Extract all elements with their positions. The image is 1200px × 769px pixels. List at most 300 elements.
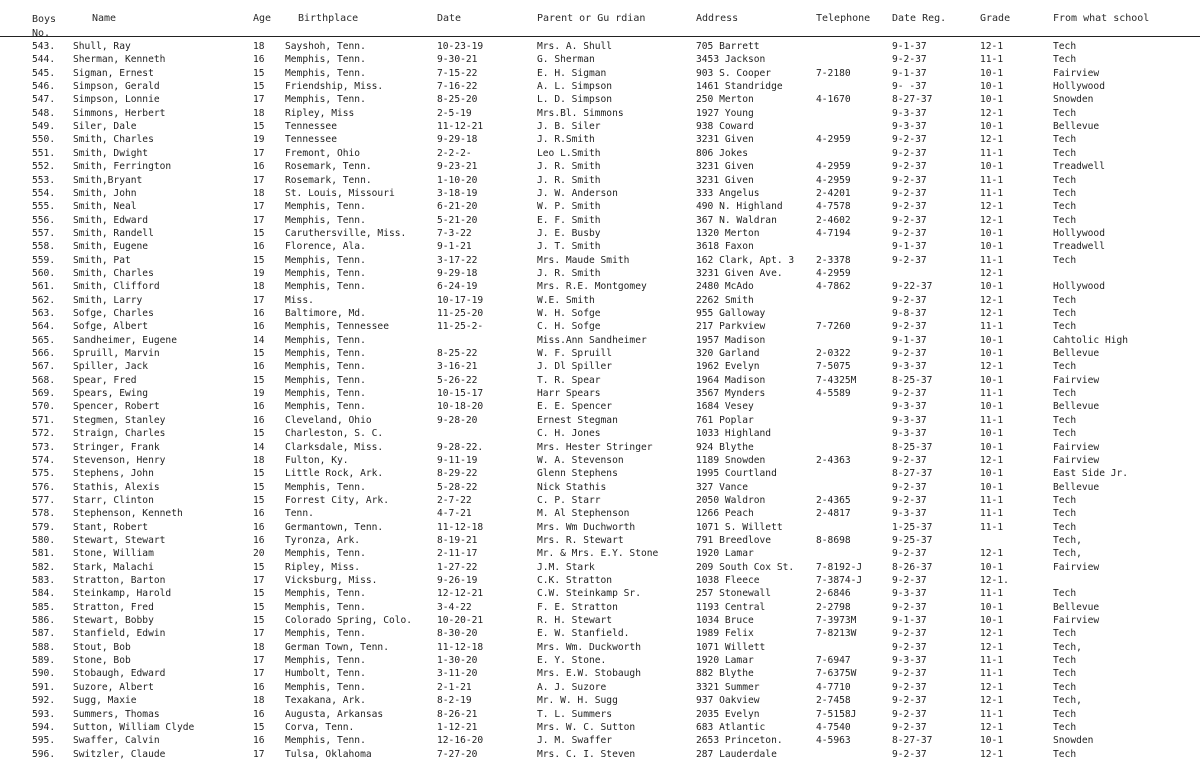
cell-birthplace: Memphis, Tennessee [285, 321, 389, 333]
cell-name: Sigman, Ernest [73, 67, 154, 79]
cell-school: Tech [1053, 294, 1077, 306]
cell-date: 2-2-2- [437, 147, 472, 159]
cell-address: 3567 Mynders [696, 388, 766, 400]
cell-date: 5-28-22 [437, 481, 478, 493]
cell-no: 581. [32, 548, 56, 560]
cell-date-reg: 9-2-37 [892, 748, 927, 760]
table-row [0, 547, 1200, 560]
cell-grade: 10-1 [980, 615, 1004, 627]
cell-parent: E. W. Stanfield. [537, 628, 630, 640]
cell-birthplace: Friendship, Miss. [285, 81, 384, 93]
cell-birthplace: Fremont, Ohio [285, 147, 361, 159]
cell-parent: W. H. Sofge [537, 308, 601, 319]
cell-telephone: 2-2798 [816, 601, 851, 613]
cell-name: Stone, William [73, 548, 154, 560]
cell-parent: G. Sherman [537, 54, 595, 66]
cell-name: Simmons, Herbert [73, 107, 166, 119]
cell-school: Tech [1053, 214, 1077, 226]
cell-grade: 11-1 [980, 588, 1004, 600]
table-row [0, 681, 1200, 694]
cell-no: 594. [32, 721, 56, 733]
cell-grade: 12-1 [980, 214, 1004, 226]
cell-date: 10-18-20 [437, 401, 484, 413]
cell-date-reg: 9-3-37 [892, 121, 927, 133]
cell-date: 7-3-22 [437, 227, 472, 239]
cell-address: 3231 Given [696, 161, 754, 173]
cell-no: 564. [32, 321, 56, 333]
cell-birthplace: Memphis, Tenn. [285, 67, 366, 79]
cell-age: 15 [253, 227, 265, 239]
table-row [0, 441, 1200, 454]
cell-date: 10-20-21 [437, 615, 484, 627]
cell-date: 9-30-21 [437, 54, 478, 66]
cell-address: 1461 Standridge [696, 81, 783, 93]
cell-telephone: 7-5075 [816, 361, 851, 373]
cell-date-reg: 9-2-37 [892, 54, 927, 66]
cell-no: 583. [32, 575, 56, 586]
cell-school: Tech [1053, 361, 1077, 373]
cell-no: 546. [32, 81, 56, 93]
cell-name: Stobaugh, Edward [73, 668, 166, 680]
cell-parent: Mrs. W. C. Sutton [537, 721, 636, 733]
cell-birthplace: Humbolt, Tenn. [285, 668, 366, 680]
cell-birthplace: Memphis, Tenn. [285, 254, 366, 266]
cell-date: 6-21-20 [437, 201, 478, 213]
cell-name: Stevenson, Henry [73, 454, 166, 466]
cell-date-reg: 9-2-37 [892, 601, 927, 613]
table-row [0, 641, 1200, 654]
cell-school: Tech [1053, 321, 1077, 333]
cell-school: Tech, [1053, 534, 1082, 546]
cell-date-reg: 9-3-37 [892, 508, 927, 520]
cell-telephone: 7-8192-J [816, 561, 863, 573]
cell-grade: 12-1 [980, 361, 1004, 373]
cell-date-reg: 8-25-37 [892, 374, 933, 386]
cell-date-reg: 9-2-37 [892, 388, 927, 400]
cell-date-reg: 8-27-37 [892, 468, 933, 480]
cell-parent: Miss.Ann Sandheimer [537, 334, 647, 346]
table-row [0, 574, 1200, 587]
cell-grade: 10-1 [980, 441, 1004, 453]
cell-no: 548. [32, 107, 56, 119]
cell-date-reg: 9-2-37 [892, 134, 927, 146]
table-row [0, 120, 1200, 133]
cell-parent: C. P. Starr [537, 494, 601, 506]
cell-age: 16 [253, 321, 265, 333]
cell-parent: E. Y. Stone. [537, 655, 607, 667]
cell-no: 545. [32, 67, 56, 79]
table-row [0, 267, 1200, 280]
cell-date-reg: 9-2-37 [892, 721, 927, 733]
cell-date: 9-28-20 [437, 414, 478, 426]
cell-age: 15 [253, 588, 265, 600]
cell-no: 596. [32, 748, 56, 760]
cell-no: 561. [32, 281, 56, 293]
cell-telephone: 2-4602 [816, 214, 851, 226]
cell-telephone: 7-8213W [816, 628, 857, 640]
cell-name: Spencer, Robert [73, 401, 160, 413]
cell-name: Smith, John [73, 187, 137, 199]
cell-age: 15 [253, 494, 265, 506]
cell-address: 287 Lauderdale [696, 748, 777, 760]
cell-telephone: 2-4365 [816, 494, 851, 506]
table-row [0, 67, 1200, 80]
table-row [0, 160, 1200, 173]
cell-date-reg: 9-2-37 [892, 187, 927, 199]
cell-address: 367 N. Waldran [696, 214, 777, 226]
cell-school: Tech [1053, 254, 1077, 266]
table-row [0, 614, 1200, 627]
cell-grade: 12-1 [980, 628, 1004, 640]
cell-address: 683 Atlantic [696, 721, 766, 733]
cell-telephone: 4-2959 [816, 267, 851, 279]
table-row [0, 320, 1200, 333]
cell-no: 588. [32, 641, 56, 653]
cell-name: Stewart, Stewart [73, 534, 166, 546]
cell-no: 550. [32, 134, 56, 146]
cell-telephone: 7-3874-J [816, 575, 863, 586]
cell-name: Stone, Bob [73, 655, 131, 667]
cell-age: 15 [253, 374, 265, 386]
cell-name: Stratton, Barton [73, 575, 166, 586]
cell-name: Stark, Malachi [73, 561, 154, 573]
cell-address: 1962 Evelyn [696, 361, 760, 373]
cell-grade: 10-1 [980, 374, 1004, 386]
table-row [0, 240, 1200, 253]
cell-age: 18 [253, 281, 265, 293]
table-row [0, 587, 1200, 600]
table-row [0, 481, 1200, 494]
cell-age: 18 [253, 41, 265, 52]
cell-date-reg: 8-25-37 [892, 441, 933, 453]
table-row [0, 748, 1200, 761]
cell-telephone: 4-7578 [816, 201, 851, 213]
cell-parent: W. P. Smith [537, 201, 601, 213]
table-row [0, 534, 1200, 547]
cell-no: 556. [32, 214, 56, 226]
cell-school: Tech [1053, 428, 1077, 440]
cell-grade: 10-1 [980, 81, 1004, 93]
cell-age: 17 [253, 147, 265, 159]
cell-no: 558. [32, 241, 56, 253]
cell-date-reg: 9-8-37 [892, 308, 927, 319]
cell-parent: J. B. Siler [537, 121, 601, 133]
cell-address: 955 Galloway [696, 308, 766, 319]
cell-date: 3-4-22 [437, 601, 472, 613]
header-no: No. [32, 28, 51, 39]
table-row [0, 93, 1200, 106]
cell-parent: W. F. Spruill [537, 348, 613, 360]
cell-grade: 12-1 [980, 107, 1004, 119]
cell-school: Fairview [1053, 374, 1100, 386]
cell-birthplace: Memphis, Tenn. [285, 201, 366, 213]
table-row [0, 494, 1200, 507]
cell-age: 15 [253, 254, 265, 266]
cell-parent: J. R. Smith [537, 174, 601, 186]
table-row [0, 214, 1200, 227]
table-row [0, 360, 1200, 373]
cell-age: 15 [253, 615, 265, 627]
cell-address: 327 Vance [696, 481, 748, 493]
cell-parent: Mrs. C. I. Steven [537, 748, 636, 760]
cell-name: Simpson, Gerald [73, 81, 160, 93]
cell-date: 3-18-19 [437, 187, 478, 199]
cell-school: Cahtolic High [1053, 334, 1129, 346]
cell-birthplace: Tennessee [285, 121, 337, 133]
cell-parent: R. H. Stewart [537, 615, 613, 627]
cell-telephone: 4-7862 [816, 281, 851, 293]
cell-school: Tech [1053, 508, 1077, 520]
cell-date: 2-11-17 [437, 548, 478, 560]
cell-no: 563. [32, 308, 56, 319]
cell-name: Spruill, Marvin [73, 348, 160, 360]
cell-name: Smith, Pat [73, 254, 131, 266]
cell-birthplace: Memphis, Tenn. [285, 374, 366, 386]
cell-parent: L. D. Simpson [537, 94, 613, 106]
cell-date: 2-1-21 [437, 681, 472, 693]
cell-date-reg: 9-2-37 [892, 254, 927, 266]
cell-address: 1266 Peach [696, 508, 754, 520]
cell-name: Sugg, Maxie [73, 695, 137, 707]
cell-address: 1920 Lamar [696, 548, 754, 560]
header-date: Date [437, 13, 462, 24]
cell-school: Tech [1053, 187, 1077, 199]
cell-grade: 12-1 [980, 294, 1004, 306]
cell-age: 15 [253, 428, 265, 440]
cell-birthplace: Memphis, Tenn. [285, 588, 366, 600]
cell-no: 552. [32, 161, 56, 173]
cell-no: 547. [32, 94, 56, 106]
cell-address: 1071 S. Willett [696, 521, 783, 533]
cell-school: Tech [1053, 494, 1077, 506]
table-row [0, 254, 1200, 267]
cell-grade: 10-1 [980, 67, 1004, 79]
cell-age: 17 [253, 201, 265, 213]
cell-date-reg: 9-2-37 [892, 201, 927, 213]
cell-age: 16 [253, 681, 265, 693]
header-school: From what school [1053, 13, 1150, 24]
cell-address: 1995 Courtland [696, 468, 777, 480]
cell-name: Simpson, Lonnie [73, 94, 160, 106]
cell-date: 3-11-20 [437, 668, 478, 680]
cell-parent: Mrs. A. Shull [537, 41, 613, 52]
cell-date-reg: 9-3-37 [892, 428, 927, 440]
cell-address: 1193 Central [696, 601, 766, 613]
cell-address: 1964 Madison [696, 374, 766, 386]
cell-date-reg: 9-2-37 [892, 575, 927, 586]
cell-name: Stathis, Alexis [73, 481, 160, 493]
cell-birthplace: Cleveland, Ohio [285, 414, 372, 426]
cell-date: 11-12-18 [437, 641, 484, 653]
cell-address: 1684 Vesey [696, 401, 754, 413]
cell-date: 9-1-21 [437, 241, 472, 253]
cell-grade: 10-1 [980, 161, 1004, 173]
cell-date-reg: 9-2-37 [892, 548, 927, 560]
cell-address: 761 Poplar [696, 414, 754, 426]
cell-age: 15 [253, 348, 265, 360]
cell-name: Sherman, Kenneth [73, 54, 166, 66]
cell-name: Smith, Neal [73, 201, 137, 213]
cell-telephone: 7-6947 [816, 655, 851, 667]
cell-name: Stanfield, Edwin [73, 628, 166, 640]
cell-birthplace: Memphis, Tenn. [285, 655, 366, 667]
cell-address: 1989 Felix [696, 628, 754, 640]
cell-birthplace: Memphis, Tenn. [285, 388, 366, 400]
cell-birthplace: Florence, Ala. [285, 241, 366, 253]
table-row [0, 454, 1200, 467]
cell-school: Tech [1053, 174, 1077, 186]
cell-age: 16 [253, 401, 265, 413]
cell-age: 16 [253, 414, 265, 426]
cell-no: 549. [32, 121, 56, 133]
cell-date-reg: 9-3-37 [892, 588, 927, 600]
cell-no: 565. [32, 334, 56, 346]
cell-name: Sofge, Charles [73, 308, 154, 319]
header-birthplace: Birthplace [298, 13, 359, 24]
cell-age: 18 [253, 187, 265, 199]
cell-parent: J. Dl Spiller [537, 361, 613, 373]
cell-address: 257 Stonewall [696, 588, 772, 600]
column-header-row [0, 10, 1200, 44]
cell-age: 16 [253, 361, 265, 373]
cell-date: 5-21-20 [437, 214, 478, 226]
cell-name: Swaffer, Calvin [73, 735, 160, 747]
cell-school: Tech [1053, 388, 1077, 400]
cell-no: 562. [32, 294, 56, 306]
cell-name: Smith, Dwight [73, 147, 149, 159]
cell-age: 14 [253, 441, 265, 453]
cell-grade: 12-1 [980, 548, 1004, 560]
cell-date: 7-16-22 [437, 81, 478, 93]
cell-no: 567. [32, 361, 56, 373]
cell-date-reg: 9-25-37 [892, 534, 933, 546]
cell-age: 16 [253, 161, 265, 173]
cell-address: 1033 Highland [696, 428, 772, 440]
cell-age: 18 [253, 107, 265, 119]
cell-date-reg: 9-22-37 [892, 281, 933, 293]
header-address: Address [696, 13, 739, 24]
cell-birthplace: Memphis, Tenn. [285, 214, 366, 226]
cell-parent: W.E. Smith [537, 294, 595, 306]
cell-telephone: 2-3378 [816, 254, 851, 266]
cell-parent: Glenn Stephens [537, 468, 618, 480]
cell-school: Bellevue [1053, 348, 1100, 360]
cell-school: Hollywood [1053, 281, 1105, 293]
cell-grade: 10-1 [980, 227, 1004, 239]
cell-school: Tech [1053, 628, 1077, 640]
table-row [0, 53, 1200, 66]
cell-birthplace: Germantown, Tenn. [285, 521, 384, 533]
cell-grade: 11-1 [980, 508, 1004, 520]
cell-no: 551. [32, 147, 56, 159]
cell-no: 570. [32, 401, 56, 413]
cell-date: 1-12-21 [437, 721, 478, 733]
cell-address: 705 Barrett [696, 41, 760, 52]
cell-school: Tech [1053, 708, 1077, 720]
cell-parent: A. J. Suzore [537, 681, 607, 693]
cell-birthplace: Memphis, Tenn. [285, 348, 366, 360]
cell-date-reg: 9-3-37 [892, 414, 927, 426]
cell-birthplace: Ripley, Miss. [285, 561, 361, 573]
cell-date: 9-29-18 [437, 134, 478, 146]
cell-no: 586. [32, 615, 56, 627]
cell-date: 8-25-22 [437, 348, 478, 360]
cell-age: 19 [253, 134, 265, 146]
cell-school: Tech, [1053, 641, 1082, 653]
cell-grade: 11-1 [980, 414, 1004, 426]
cell-telephone: 7-2180 [816, 67, 851, 79]
cell-no: 574. [32, 454, 56, 466]
cell-parent: Mrs. Wm Duchworth [537, 521, 636, 533]
cell-date: 3-16-21 [437, 361, 478, 373]
cell-name: Spears, Ewing [73, 388, 149, 400]
cell-grade: 11-1 [980, 708, 1004, 720]
cell-grade: 12-1 [980, 201, 1004, 213]
cell-name: Sutton, William Clyde [73, 721, 195, 733]
cell-birthplace: Memphis, Tenn. [285, 681, 366, 693]
cell-birthplace: Rosemark, Tenn. [285, 174, 372, 186]
cell-address: 3453 Jackson [696, 54, 766, 66]
cell-parent: J. W. Anderson [537, 187, 618, 199]
cell-no: 587. [32, 628, 56, 640]
cell-telephone: 7-3973M [816, 615, 857, 627]
cell-date-reg: 9-2-37 [892, 147, 927, 159]
cell-school: Tech [1053, 54, 1077, 66]
table-row [0, 721, 1200, 734]
cell-parent: J. T. Smith [537, 241, 601, 253]
cell-age: 17 [253, 628, 265, 640]
cell-address: 1034 Bruce [696, 615, 754, 627]
cell-birthplace: Little Rock, Ark. [285, 468, 384, 480]
cell-no: 559. [32, 254, 56, 266]
cell-parent: Mrs. Maude Smith [537, 254, 630, 266]
cell-no: 544. [32, 54, 56, 66]
cell-address: 3321 Summer [696, 681, 760, 693]
table-row [0, 280, 1200, 293]
cell-age: 17 [253, 575, 265, 586]
cell-birthplace: Vicksburg, Miss. [285, 575, 378, 586]
cell-date-reg: 9-2-37 [892, 628, 927, 640]
table-row [0, 601, 1200, 614]
table-row [0, 174, 1200, 187]
cell-parent: J. M. Swaffer [537, 735, 613, 747]
cell-age: 17 [253, 294, 265, 306]
table-row [0, 374, 1200, 387]
header-name: Name [92, 13, 117, 24]
cell-telephone: 4-2959 [816, 174, 851, 186]
cell-no: 576. [32, 481, 56, 493]
cell-grade: 11-1 [980, 54, 1004, 66]
cell-telephone: 7-6375W [816, 668, 857, 680]
header-parent: Parent or Gu rdian [537, 13, 646, 24]
cell-age: 17 [253, 748, 265, 760]
header-grade: Grade [980, 13, 1011, 24]
cell-grade: 10-1 [980, 94, 1004, 106]
cell-no: 589. [32, 655, 56, 667]
cell-school: Snowden [1053, 735, 1094, 747]
cell-no: 553. [32, 174, 56, 186]
cell-grade: 10-1 [980, 281, 1004, 293]
cell-date: 5-26-22 [437, 374, 478, 386]
table-row [0, 133, 1200, 146]
cell-address: 3231 Given [696, 134, 754, 146]
cell-grade: 11-1 [980, 494, 1004, 506]
cell-age: 16 [253, 534, 265, 546]
cell-grade: 11-1 [980, 174, 1004, 186]
cell-date: 8-2-19 [437, 695, 472, 707]
cell-birthplace: Forrest City, Ark. [285, 494, 389, 506]
cell-birthplace: Tyronza, Ark. [285, 534, 361, 546]
